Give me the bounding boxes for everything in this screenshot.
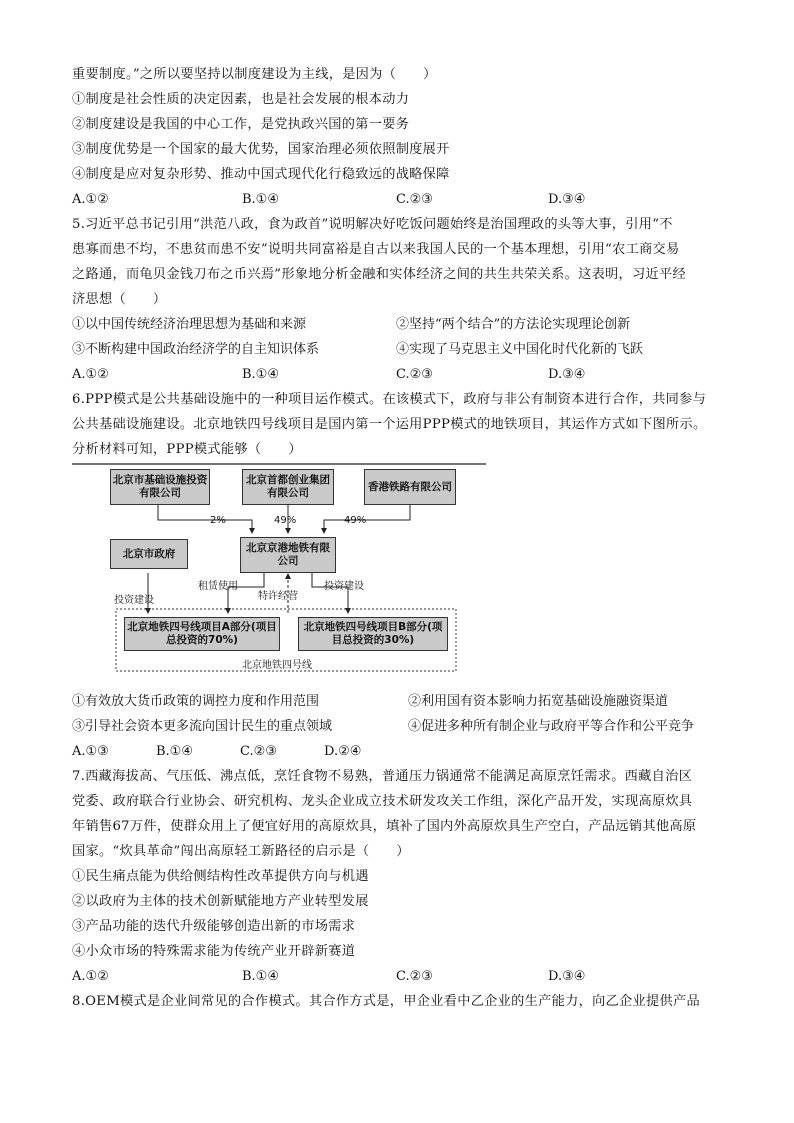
box-beijing-mtr-corp: 北京京港地铁有限公司: [240, 537, 336, 573]
q5-item-4: ④实现了马克思主义中国化时代化新的飞跃: [396, 342, 644, 357]
q5-option-b[interactable]: B.①④: [242, 367, 279, 382]
q4-item-1: ①制度是社会性质的决定因素，也是社会发展的根本动力: [72, 92, 410, 107]
label-franchise: 特许经营: [258, 591, 298, 602]
label-invest-build-right: 投资建设: [324, 581, 364, 592]
q5-option-c[interactable]: C.②③: [396, 367, 433, 382]
q4-item-4: ④制度是应对复杂形势、推动中国式现代化行稳致远的战略保障: [72, 167, 450, 182]
label-lease-use: 租赁使用: [198, 581, 238, 592]
q4-option-b[interactable]: B.①④: [242, 192, 279, 207]
q7-item-4: ④小众市场的特殊需求能为传统产业开辟新赛道: [72, 944, 356, 959]
q5-stem-line-1: 5.习近平总书记引用“洪范八政，食为政首”说明解决好吃饭问题始终是治国理政的头等大事，引用“不: [72, 217, 673, 232]
q5-item-1: ①以中国传统经济治理思想为基础和来源: [72, 317, 307, 332]
q6-option-b[interactable]: B.①④: [156, 744, 193, 759]
box-beijing-infrastructure-investment: 北京市基础设施投资有限公司: [110, 469, 210, 505]
q6-option-d[interactable]: D.②④: [324, 744, 362, 759]
q6-option-c[interactable]: C.②③: [240, 744, 277, 759]
q7-item-2: ②以政府为主体的技术创新赋能地方产业转型发展: [72, 894, 369, 909]
label-invest-build-left: 投资建设: [114, 595, 154, 606]
q4-option-c[interactable]: C.②③: [396, 192, 433, 207]
box-beijing-government: 北京市政府: [110, 539, 188, 569]
q7-option-d[interactable]: D.③④: [548, 969, 586, 984]
q5-stem-line-3: 之路通，而龟贝金钱刀布之币兴焉”形象地分析金融和实体经济之间的共生共荣关系。这表明，习近平经: [72, 267, 686, 282]
q6-item-2: ②利用国有资本影响力拓宽基础设施融资渠道: [408, 694, 669, 709]
q6-option-a[interactable]: A.①③: [72, 744, 109, 759]
q6-stem-line-1: 6.PPP模式是公共基础设施中的一种项目运作模式。在该模式下，政府与非公有制资本进行合作，共同参与: [72, 392, 707, 407]
q7-option-b[interactable]: B.①④: [242, 969, 279, 984]
pct-hk: 49%: [344, 515, 367, 526]
q4-stem-tail: 重要制度。”之所以要坚持以制度建设为主线，是因为（ ）: [72, 67, 437, 82]
q7-item-3: ③产品功能的迭代升级能够创造出新的市场需求: [72, 919, 356, 934]
diagram-caption: 北京地铁四号线: [242, 660, 312, 671]
q6-item-3: ③引导社会资本更多流向国计民生的重点领域: [72, 719, 333, 734]
q6-item-1: ①有效放大货币政策的调控力度和作用范围: [72, 694, 320, 709]
q4-option-a[interactable]: A.①②: [72, 192, 109, 207]
q5-item-2: ②坚持“两个结合”的方法论实现理论创新: [396, 317, 631, 332]
q8-stem-head: 8.OEM模式是企业间常见的合作模式。其合作方式是，甲企业看中乙企业的生产能力，向乙企业提供产品: [72, 994, 700, 1009]
q7-option-c[interactable]: C.②③: [396, 969, 433, 984]
q7-stem-line-3: 年销售67万件，使群众用上了便宜好用的高原炊具，填补了国内外高原炊具生产空白，产品远销其他高原: [72, 819, 697, 834]
box-line4-part-a: 北京地铁四号线项目A部分(项目总投资的70%): [124, 617, 280, 651]
q6-stem-line-2: 公共基础设施建设。北京地铁四号线项目是国内第一个运用PPP模式的地铁项目，其运作方式如下图所示。: [72, 417, 707, 432]
q7-item-1: ①民生痛点能为供给侧结构性改革提供方向与机遇: [72, 869, 369, 884]
q7-stem-line-1: 7.西藏海拔高、气压低、沸点低，烹饪食物不易熟，普通压力锅通常不能满足高原烹饪需求。西藏自治区: [72, 769, 693, 784]
q5-stem-line-4: 济思想（ ）: [72, 292, 167, 307]
q4-option-d[interactable]: D.③④: [548, 192, 586, 207]
pct-infra: 2%: [210, 515, 226, 526]
q5-option-a[interactable]: A.①②: [72, 367, 109, 382]
q6-item-4: ④促进多种所有制企业与政府平等合作和公平竞争: [408, 719, 695, 734]
q5-stem-line-2: 患寡而患不均，不患贫而患不安”说明共同富裕是自古以来我国人民的一个基本理想，引用“农工商交易: [72, 242, 680, 257]
box-mtr-hongkong: 香港铁路有限公司: [364, 469, 456, 505]
q4-item-3: ③制度优势是一个国家的最大优势，国家治理必须依照制度展开: [72, 142, 450, 157]
box-line4-part-b: 北京地铁四号线项目B部分(项目总投资的30%): [298, 617, 448, 651]
q4-item-2: ②制度建设是我国的中心工作，是党执政兴国的第一要务: [72, 117, 410, 132]
box-beijing-capital-group: 北京首都创业集团有限公司: [242, 469, 334, 505]
q7-stem-line-2: 党委、政府联合行业协会、研究机构、龙头企业成立技术研发攻关工作组，深化产品开发，实现高原炊具: [72, 794, 693, 809]
q6-stem-line-3: 分析材料可知，PPP模式能够（ ）: [72, 442, 302, 457]
q7-stem-line-4: 国家。“炊具革命”闯出高原轻工新路径的启示是（ ）: [72, 844, 410, 859]
q5-option-d[interactable]: D.③④: [548, 367, 586, 382]
ppp-diagram: [72, 463, 486, 685]
q7-option-a[interactable]: A.①②: [72, 969, 109, 984]
pct-capital: 49%: [274, 515, 297, 526]
q5-item-3: ③不断构建中国政治经济学的自主知识体系: [72, 342, 320, 357]
